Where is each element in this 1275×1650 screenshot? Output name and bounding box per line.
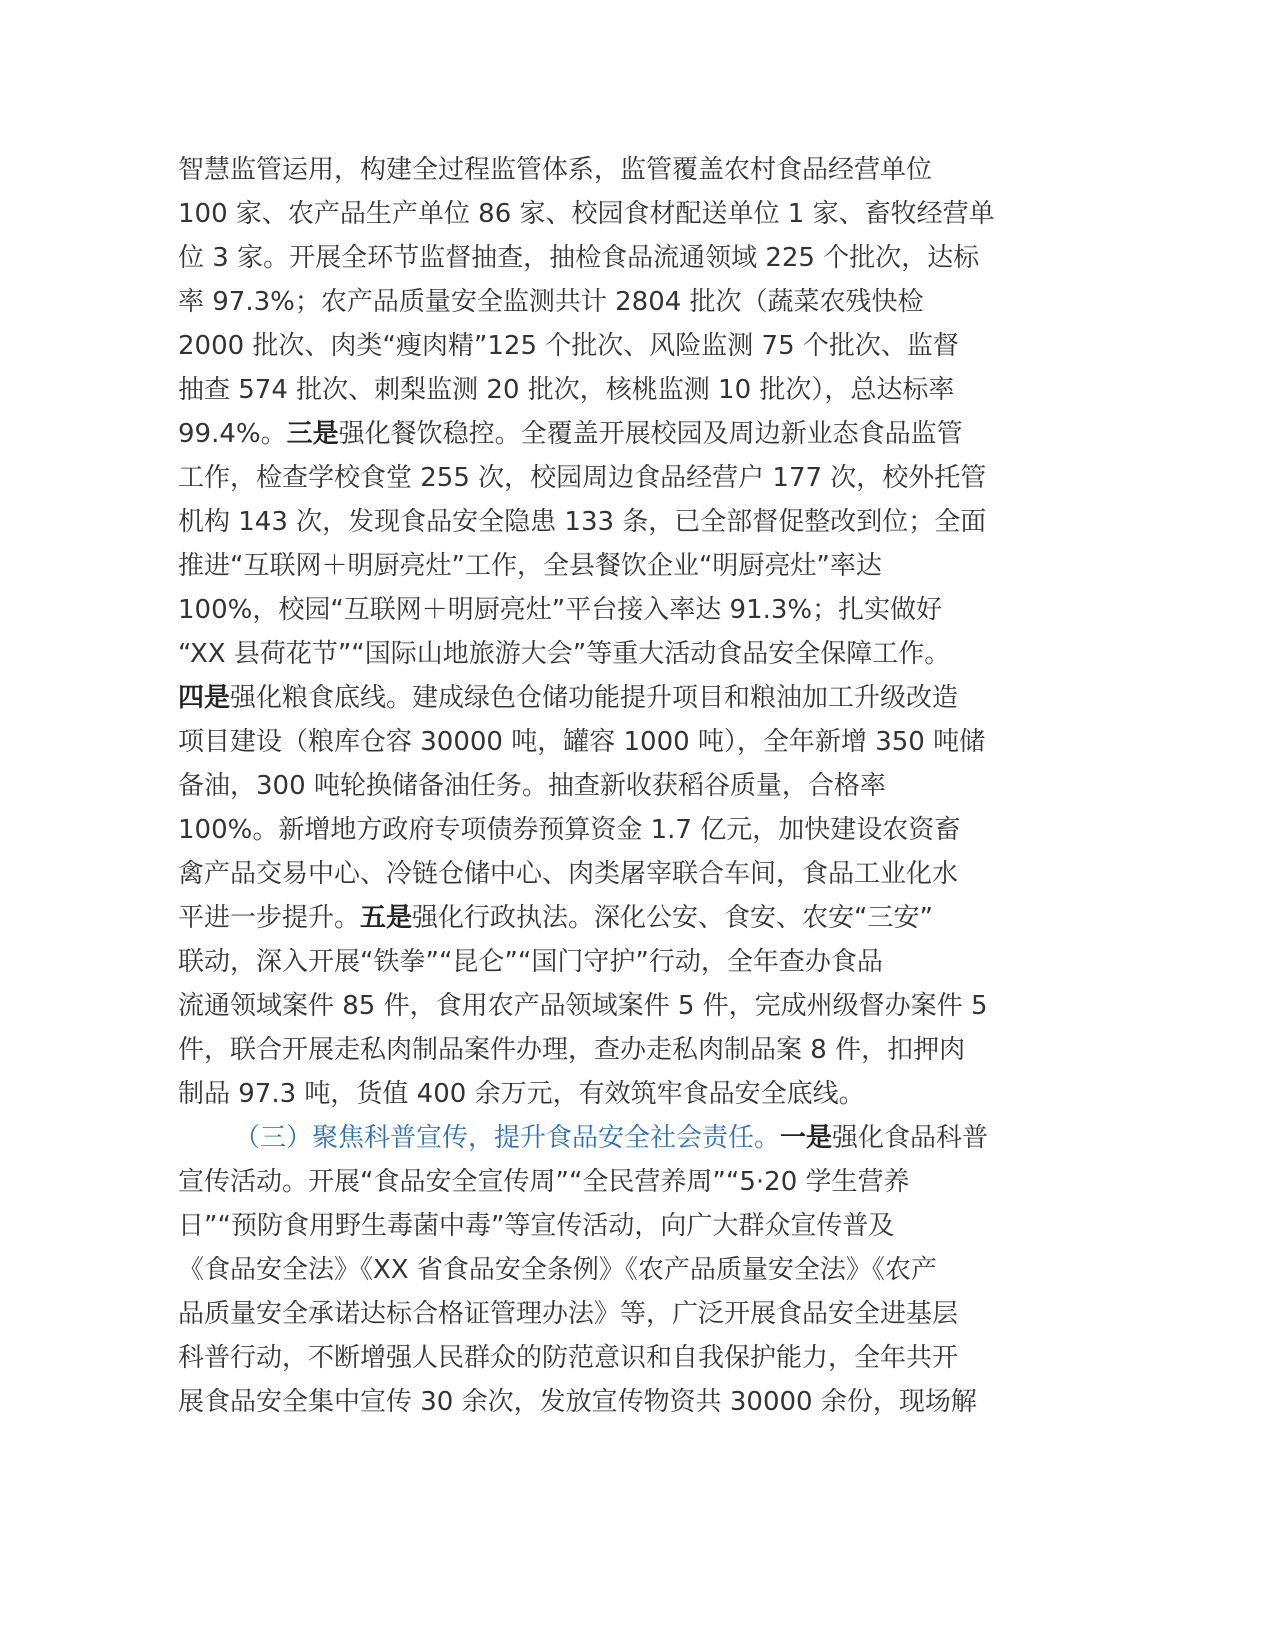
text-segment: 备油，300 吨轮换储备油任务。抽查新收获稻谷质量，合格率 [178,771,886,801]
text-segment: 展食品安全集中宣传 30 余次，发放宣传物资共 30000 余份，现场解 [178,1387,977,1417]
text-segment: 智慧监管运用，构建全过程监管体系，监管覆盖农村食品经营单位 [178,155,933,185]
text-line [178,720,1048,764]
text-segment: 抽查 574 批次、刺梨监测 20 批次，核桃监测 10 批次），总达标率 [178,375,955,405]
text-line [178,1160,1048,1204]
text-line [178,148,1048,192]
text-segment: 工作，检查学校食堂 255 次，校园周边食品经营户 177 次，校外托管 [178,463,987,493]
text-line [178,588,1048,632]
text-line [178,1204,1048,1248]
text-line [178,1072,1048,1116]
text-line [178,412,1048,456]
text-segment: 流通领域案件 85 件，食用农产品领域案件 5 件，完成州级督办案件 5 [178,991,988,1021]
text-line [178,1028,1048,1072]
text-segment: 强化粮食底线。建成绿色仓储功能提升项目和粮油加工升级改造 [230,683,959,713]
bold-marker: 五是 [360,903,413,933]
text-segment: 平进一步提升。 [178,903,361,933]
text-segment: 100%，校园“互联网＋明厨亮灶”平台接入率达 91.3%；扎实做好 [178,595,943,625]
text-segment: 机构 143 次，发现食品安全隐患 133 条，已全部督促整改到位；全面 [178,507,987,537]
text-segment: 品质量安全承诺达标合格证管理办法》等，广泛开展食品安全进基层 [178,1299,959,1329]
text-segment: 科普行动，不断增强人民群众的防范意识和自我保护能力，全年共开 [178,1343,959,1373]
text-line [178,544,1048,588]
text-line [178,1248,1048,1292]
text-line [178,940,1048,984]
text-segment: 99.4%。 [178,419,287,449]
text-segment: 联动，深入开展“铁拳”“昆仑”“国门守护”行动，全年查办食品 [178,947,883,977]
text-line [178,236,1048,280]
text-segment: 率 97.3%；农产品质量安全监测共计 2804 批次（蔬菜农残快检 [178,287,924,317]
text-line [178,984,1048,1028]
text-segment: 制品 97.3 吨，货值 400 余万元，有效筑牢食品安全底线。 [178,1079,865,1109]
text-segment: 《食品安全法》《XX 省食品安全条例》《农产品质量安全法》《农产 [178,1255,937,1285]
text-line [178,632,1048,676]
text-line [178,676,1048,720]
text-line [178,1292,1048,1336]
document-page [178,148,1048,1424]
text-line [178,192,1048,236]
text-segment: 日”“预防食用野生毒菌中毒”等宣传活动，向广大群众宣传普及 [178,1211,895,1241]
text-line [178,764,1048,808]
text-segment: 宣传活动。开展“食品安全宣传周”“全民营养周”“5·20 学生营养 [178,1167,910,1197]
text-segment: 位 3 家。开展全环节监督抽查，抽检食品流通领域 225 个批次，达标 [178,243,980,273]
text-line [178,500,1048,544]
text-segment: “XX 县荷花节”“国际山地旅游大会”等重大活动食品安全保障工作。 [178,639,951,669]
text-segment: 100%。新增地方政府专项债券预算资金 1.7 亿元，加快建设农资畜 [178,815,961,845]
bold-marker: 四是 [178,683,231,713]
text-line [178,368,1048,412]
text-line [178,808,1048,852]
text-line [178,324,1048,368]
text-segment: 100 家、农产品生产单位 86 家、校园食材配送单位 1 家、畜牧经营单 [178,199,995,229]
text-line [178,280,1048,324]
text-segment: 项目建设（粮库仓容 30000 吨，罐容 1000 吨），全年新增 350 吨储 [178,727,986,757]
text-line [178,1380,1048,1424]
bold-marker: 一是 [780,1123,833,1153]
text-segment: 推进“互联网＋明厨亮灶”工作，全县餐饮企业“明厨亮灶”率达 [178,551,882,581]
text-line [178,896,1048,940]
section-heading: （三）聚焦科普宣传，提升食品安全社会责任。 [234,1123,781,1153]
text-segment: 2000 批次、肉类“瘦肉精”125 个批次、风险监测 75 个批次、监督 [178,331,959,361]
text-segment: 件，联合开展走私肉制品案件办理，查办走私肉制品案 8 件，扣押肉 [178,1035,966,1065]
text-line [178,852,1048,896]
text-segment: 强化食品科普 [832,1123,989,1153]
text-segment: 禽产品交易中心、冷链仓储中心、肉类屠宰联合车间，食品工业化水 [178,859,959,889]
text-segment: 强化行政执法。深化公安、食安、农安“三安” [412,903,933,933]
text-segment: 强化餐饮稳控。全覆盖开展校园及周边新业态食品监管 [338,419,963,449]
text-line [178,456,1048,500]
text-line [178,1336,1048,1380]
text-line [178,1116,1048,1160]
bold-marker: 三是 [286,419,339,449]
